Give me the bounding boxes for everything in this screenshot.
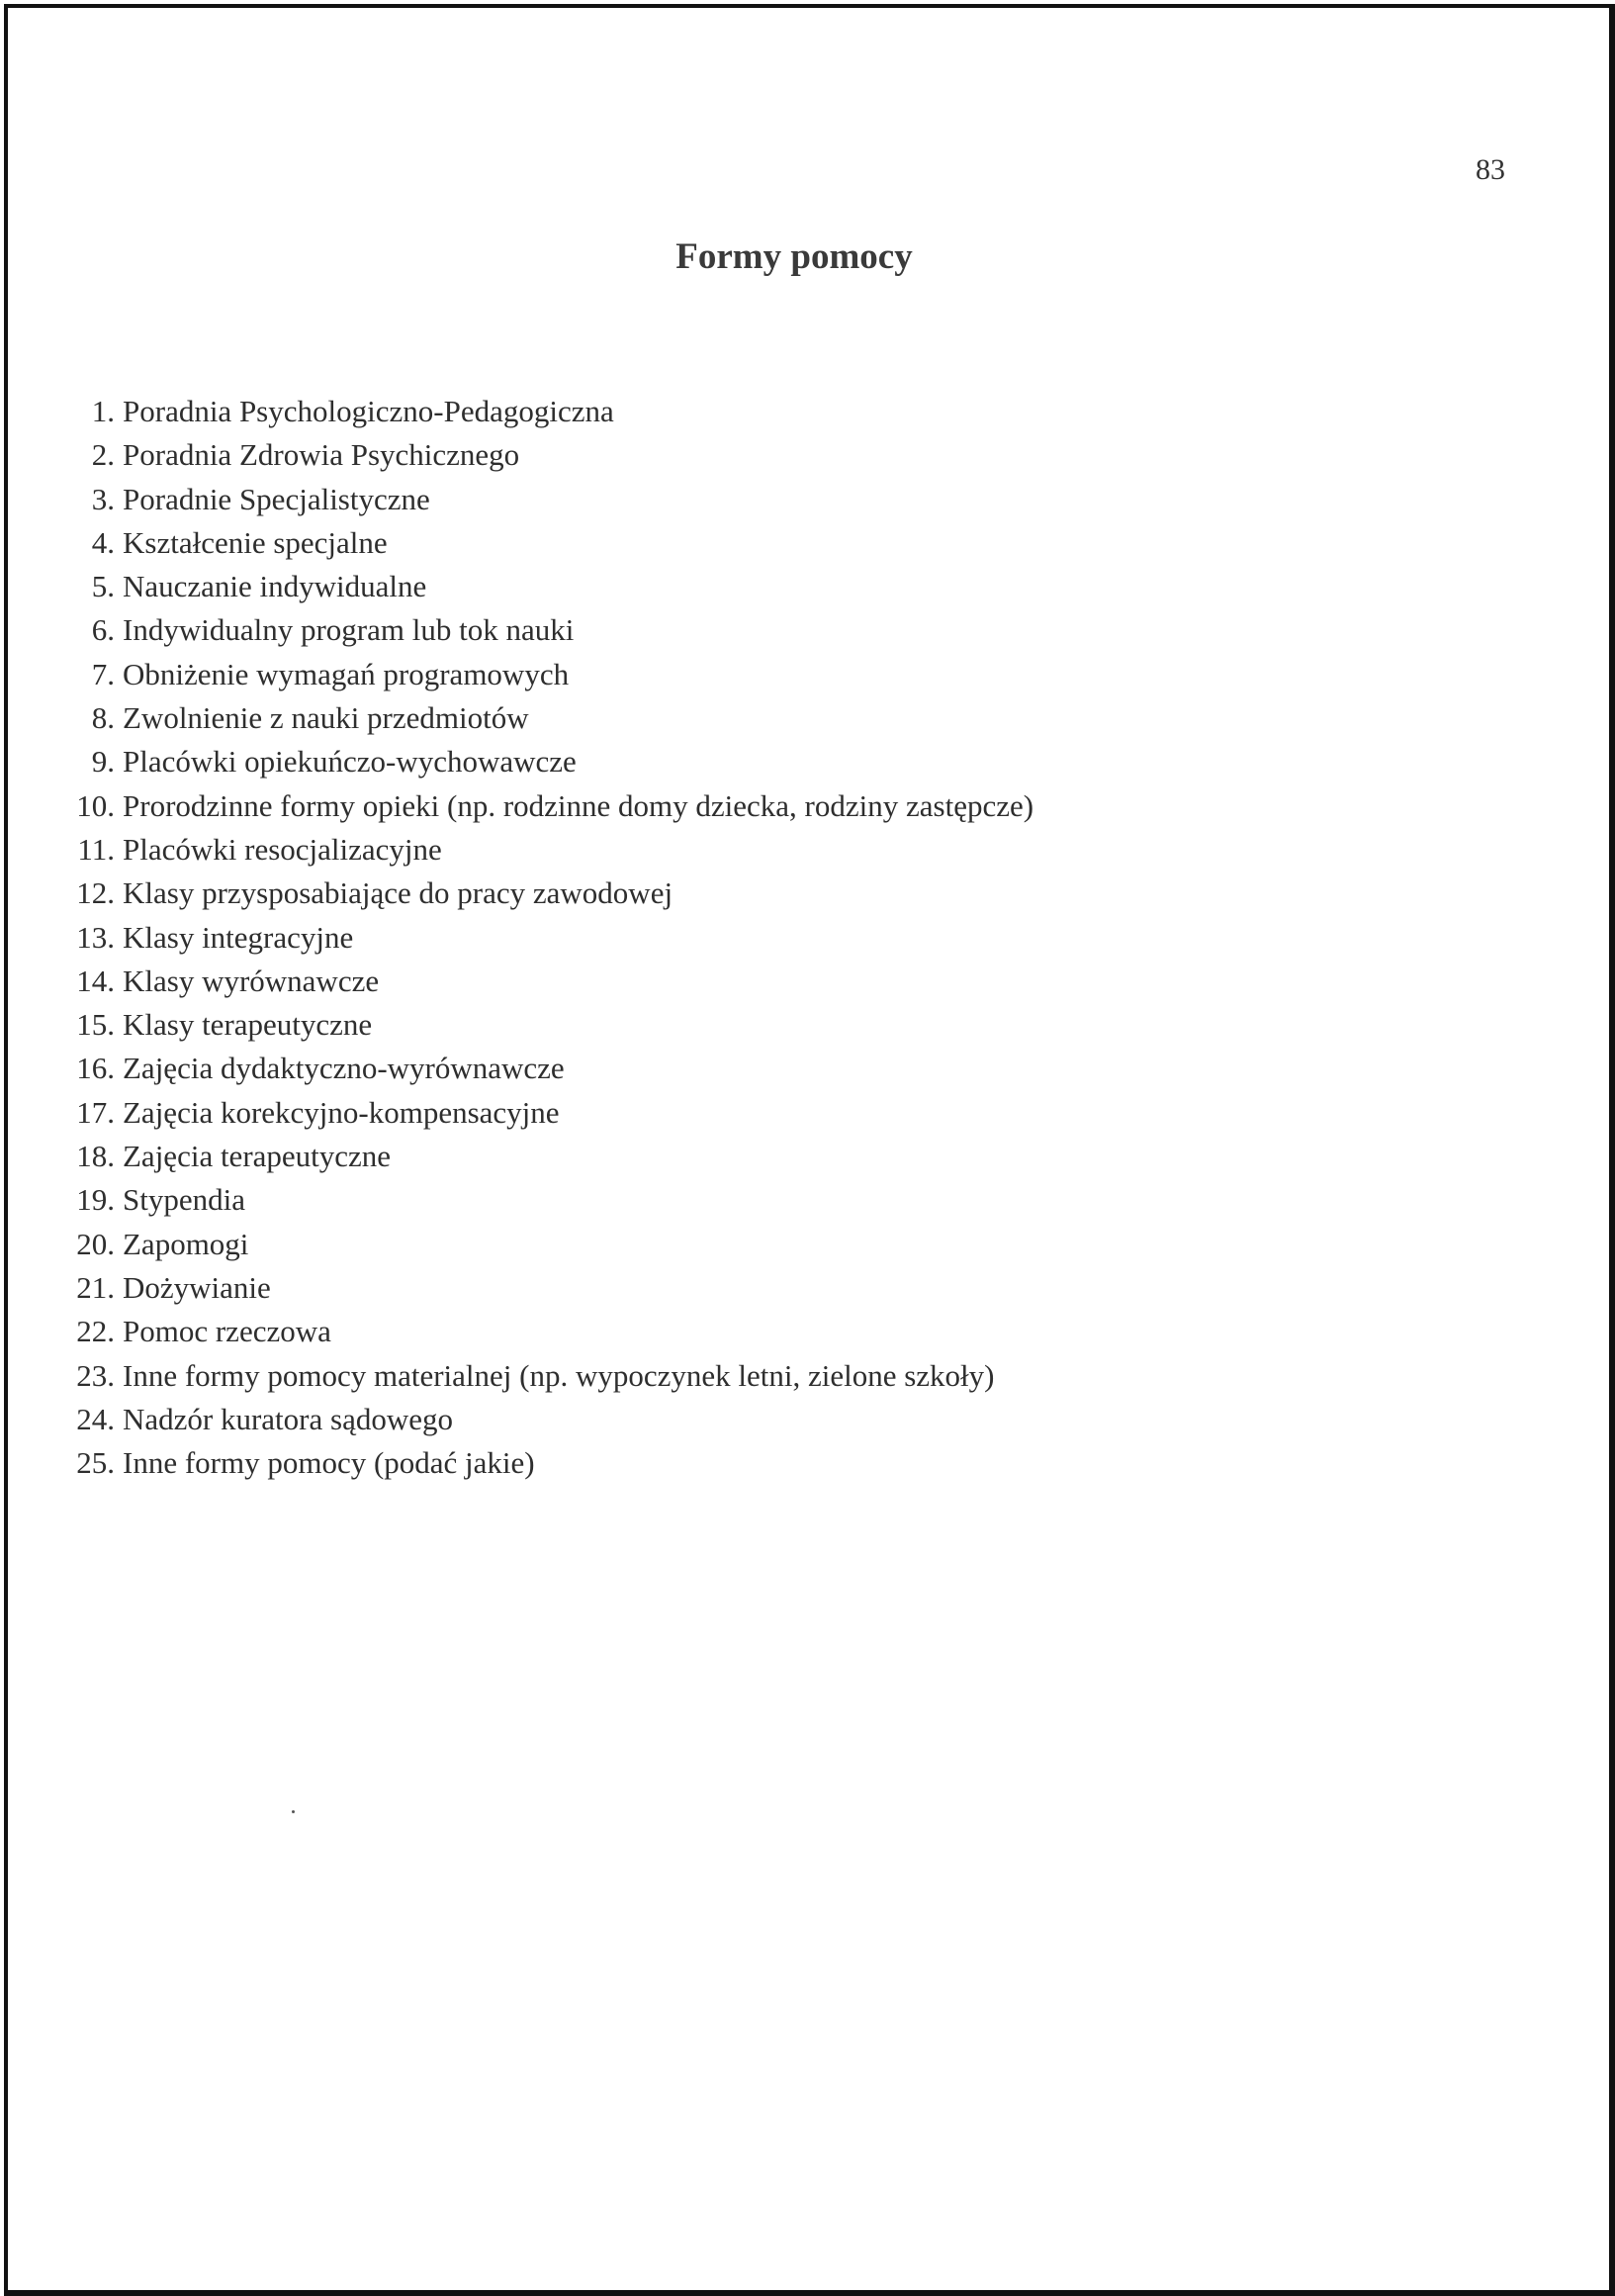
page-number: 83 [1476, 153, 1505, 186]
item-number: 17. [76, 1094, 115, 1130]
item-number: 1. [91, 394, 115, 428]
item-text: Indywidualny program lub tok nauki [123, 612, 575, 648]
item-text: Zajęcia terapeutyczne [123, 1139, 392, 1174]
item-text: Nadzór kuratora sądowego [123, 1401, 453, 1436]
item-text: Klasy integracyjne [123, 919, 354, 955]
item-text: Inne formy pomocy (podać jakie) [123, 1445, 535, 1481]
item-number: 23. [76, 1357, 115, 1393]
item-number: 4. [91, 524, 115, 560]
item-number: 6. [91, 612, 115, 648]
item-text: Nauczanie indywidualne [123, 569, 427, 604]
item-text: Stypendia [123, 1182, 245, 1218]
page-frame [4, 4, 1615, 2296]
item-number: 24. [76, 1401, 115, 1436]
item-text: Obniżenie wymagań programowych [123, 656, 570, 691]
item-text: Zwolnienie z nauki przedmiotów [123, 700, 529, 736]
item-number: 16. [76, 1051, 115, 1086]
item-text: Kształcenie specjalne [123, 524, 388, 560]
item-text: Poradnia Psychologiczno-Pedagogiczna [123, 394, 614, 428]
item-number: 10. [76, 787, 115, 823]
page-title: Formy pomocy [675, 236, 913, 277]
item-number: 14. [76, 963, 115, 998]
item-number: 9. [91, 744, 115, 780]
item-text: Klasy wyrównawcze [123, 963, 380, 998]
item-text: Inne formy pomocy materialnej (np. wypoczynek letni, zielone szkoły) [123, 1357, 995, 1393]
item-number: 2. [91, 437, 115, 473]
item-number: 19. [76, 1182, 115, 1218]
scan-speck [292, 1810, 295, 1813]
item-text: Poradnia Zdrowia Psychicznego [123, 437, 520, 473]
item-text: Dożywianie [123, 1269, 271, 1305]
item-text: Klasy przysposabiające do pracy zawodowej [123, 875, 673, 911]
item-number: 25. [76, 1445, 115, 1481]
item-number: 18. [76, 1139, 115, 1174]
item-number: 11. [77, 831, 115, 867]
item-text: Zapomogi [123, 1226, 249, 1261]
item-number: 7. [91, 656, 115, 691]
item-text: Placówki opiekuńczo-wychowawcze [123, 744, 577, 780]
item-text: Pomoc rzeczowa [123, 1314, 331, 1349]
item-number: 3. [91, 481, 115, 516]
item-number: 5. [91, 569, 115, 604]
item-text: Zajęcia korekcyjno-kompensacyjne [123, 1094, 560, 1130]
item-number: 20. [76, 1226, 115, 1261]
item-text: Klasy terapeutyczne [123, 1007, 373, 1043]
item-text: Zajęcia dydaktyczno-wyrównawcze [123, 1051, 565, 1086]
item-number: 21. [76, 1269, 115, 1305]
item-text: Poradnie Specjalistyczne [123, 481, 430, 516]
item-number: 12. [76, 875, 115, 911]
item-number: 22. [76, 1314, 115, 1349]
item-text: Prorodzinne formy opieki (np. rodzinne domy dziecka, rodziny zastępcze) [123, 787, 1034, 823]
item-number: 13. [76, 919, 115, 955]
item-number: 8. [91, 700, 115, 736]
item-text: Placówki resocjalizacyjne [123, 831, 442, 867]
item-number: 15. [76, 1007, 115, 1043]
